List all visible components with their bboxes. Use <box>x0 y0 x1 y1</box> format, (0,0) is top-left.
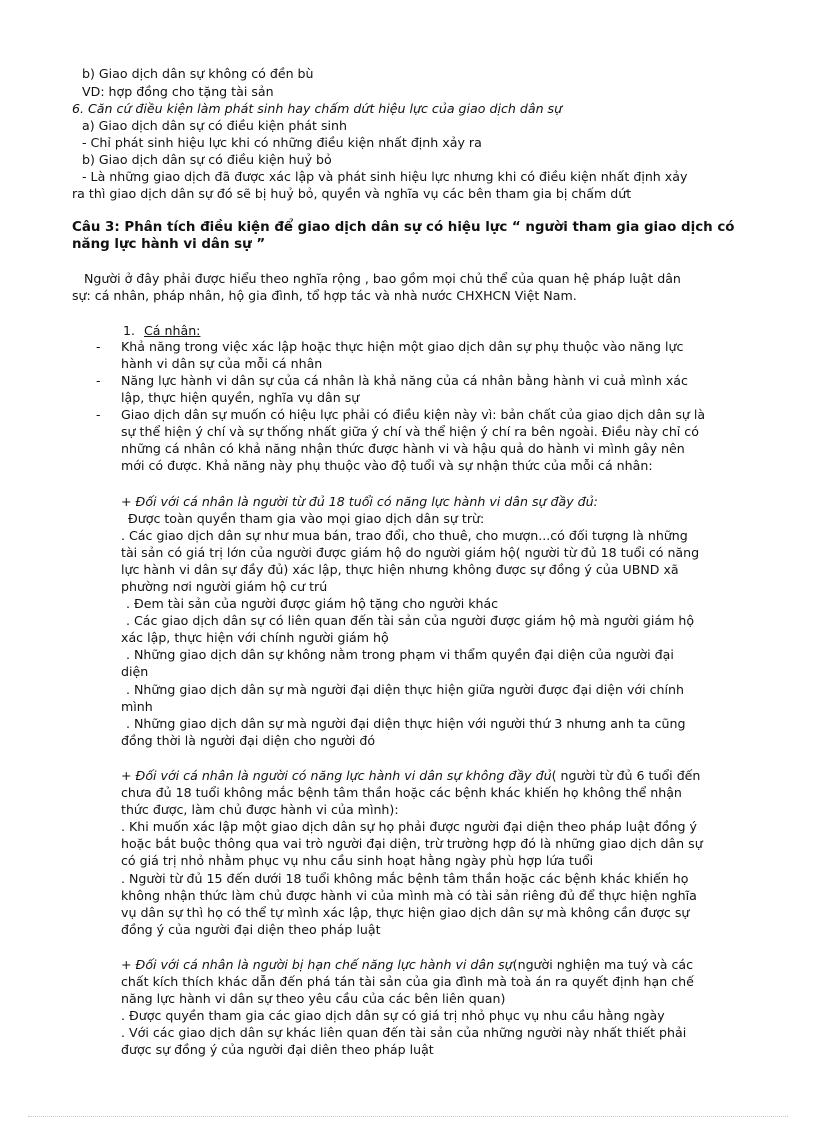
text-line: b) Giao dịch dân sự không có đền bù <box>82 66 314 81</box>
bullet-dash: - <box>96 407 101 422</box>
bullet-dash: - <box>96 339 101 354</box>
text-line: có giá trị nhỏ nhằm phục vụ nhu cầu sinh hoạt hằng ngày phù hợp lứa tuổi <box>121 853 594 868</box>
question-heading: năng lực hành vi dân sự ” <box>72 237 266 252</box>
text-line: . Khi muốn xác lập một giao dịch dân sự họ phải được người đại diện theo pháp luật đồng ý <box>121 819 697 834</box>
bullet-line: sự thể hiện ý chí và sự thống nhất giữa ý chí và thể hiện ý chí ra bên ngoài. Điều này chỉ có <box>121 424 699 439</box>
text-line: mình <box>121 699 153 714</box>
text-line: b) Giao dịch dân sự có điều kiện huỷ bỏ <box>82 152 332 167</box>
bullet-line: hành vi dân sự của mỗi cá nhân <box>121 356 323 371</box>
text-line: . Các giao dịch dân sự có liên quan đến tài sản của người được giám hộ mà người giám hộ <box>126 613 695 628</box>
bullet-line: những cá nhân có khả năng nhận thức được hành vi và hậu quả do hành vi mình gây nên <box>121 441 685 456</box>
text-line: - Là những giao dịch đã được xác lập và phát sinh hiệu lực nhưng khi có điều kiện nhất định xảy <box>82 169 688 184</box>
text-line: . Những giao dịch dân sự không nằm trong phạm vi thẩm quyền đại diện của người đại <box>126 647 674 662</box>
bullet-line: Giao dịch dân sự muốn có hiệu lực phải có điều kiện này vì: bản chất của giao dịch dân sự là <box>121 407 706 422</box>
text-line: a) Giao dịch dân sự có điều kiện phát sinh <box>82 118 348 133</box>
text-line: ra thì giao dịch dân sự đó sẽ bị huỷ bỏ, quyền và nghĩa vụ các bên tham gia bị chấm dứt <box>72 186 632 201</box>
bullet-line: Năng lực hành vi dân sự của cá nhân là khả năng của cá nhân bằng hành vi cuả mình xác <box>121 373 688 388</box>
question-heading: Câu 3: Phân tích điều kiện để giao dịch dân sự có hiệu lực “ người tham gia giao dịch có <box>72 220 735 235</box>
text-line: . Với các giao dịch dân sự khác liên quan đến tài sản của những người này nhất thiết phải <box>121 1025 687 1040</box>
text-line: không nhận thức làm chủ được hành vi của mình mà có tài sản riêng đủ để thực hiện nghĩa <box>121 888 697 903</box>
subsection-heading-rest: (người nghiện ma tuý và các <box>512 957 694 972</box>
text-line: Được toàn quyền tham gia vào mọi giao dịch dân sự trừ: <box>128 511 485 526</box>
text-line: thức được, làm chủ được hành vi của mình): <box>121 802 399 817</box>
subsection-heading: + Đối với cá nhân là người từ đủ 18 tuổi có năng lực hành vi dân sự đầy đủ: <box>121 494 598 509</box>
text-line: chưa đủ 18 tuổi không mắc bệnh tâm thần hoặc các bệnh khác khiến họ không thể nhận <box>121 785 682 800</box>
text-line: phường nơi người giám hộ cư trú <box>121 579 328 594</box>
text-line: - Chỉ phát sinh hiệu lực khi có những điều kiện nhất định xảy ra <box>82 135 482 150</box>
bullet-line: Khả năng trong việc xác lập hoặc thực hiện một giao dịch dân sự phụ thuộc vào năng lực <box>121 339 684 354</box>
subsection-heading-rest: ( người từ đủ 6 tuổi đến <box>551 768 701 783</box>
subsection-heading-italic: + Đối với cá nhân là người bị hạn chế năng lực hành vi dân sự <box>121 957 513 972</box>
subsection-heading <box>121 957 693 973</box>
bullet-line: mới có được. Khả năng này phụ thuộc vào độ tuổi và sự nhận thức của mỗi cá nhân: <box>121 458 653 473</box>
bullet-dash: - <box>96 373 101 388</box>
section-heading: 6. Căn cứ điều kiện làm phát sinh hay chấm dứt hiệu lực của giao dịch dân sự <box>72 101 563 116</box>
list-number: 1. <box>123 323 136 338</box>
text-line: . Những giao dịch dân sự mà người đại diện thực hiện với người thứ 3 nhưng anh ta cũng <box>126 716 686 731</box>
text-line: . Người từ đủ 15 đến dưới 18 tuổi không mắc bệnh tâm thần hoặc các bệnh khác khiến họ <box>121 871 689 886</box>
text-line: hoặc bắt buộc thông qua vai trò người đại diện, trừ trường hợp đó là những giao dịch dân sự <box>121 836 703 851</box>
text-line: đồng ý của người đại diện theo pháp luật <box>121 922 381 937</box>
text-line: năng lực hành vi dân sự theo yêu cầu của các bên liên quan) <box>121 991 506 1006</box>
paragraph-line: Người ở đây phải được hiểu theo nghĩa rộng , bao gồm mọi chủ thể của quan hệ pháp luật dân <box>84 271 681 286</box>
text-line: . Đem tài sản của người được giám hộ tặng cho người khác <box>126 596 499 611</box>
text-line: đồng thời là người đại diện cho người đó <box>121 733 376 748</box>
text-line: diện <box>121 664 149 679</box>
text-line: lực hành vi dân sự đầy đủ) xác lập, thực hiện nhưng không được sự đồng ý của UBND xã <box>121 562 679 577</box>
subsection-heading <box>121 768 700 784</box>
text-line: chất kích thích khác dẫn đến phá tán tài sản của gia đình mà toà án ra quyết định hạn chế <box>121 974 694 989</box>
text-line: . Những giao dịch dân sự mà người đại diện thực hiện giữa người được đại diện với chính <box>126 682 685 697</box>
text-line: tài sản có giá trị lớn của người được giám hộ do người giám hộ( người từ đủ 18 tuổi có năng <box>121 545 700 560</box>
page-bottom-rule <box>28 1116 788 1117</box>
text-line: . Được quyền tham gia các giao dịch dân sự có giá trị nhỏ phục vụ nhu cầu hằng ngày <box>121 1008 665 1023</box>
text-line: vụ dân sự thì họ có thể tự mình xác lập, thực hiện giao dịch dân sự mà không cần được sự <box>121 905 690 920</box>
text-line: VD: hợp đồng cho tặng tài sản <box>82 84 274 99</box>
text-line: xác lập, thực hiện với chính người giám hộ <box>121 630 389 645</box>
text-line: . Các giao dịch dân sự như mua bán, trao đổi, cho thuê, cho mượn...có đối tượng là những <box>121 528 688 543</box>
paragraph-line: sự: cá nhân, pháp nhân, hộ gia đình, tổ hợp tác và nhà nước CHXHCN Việt Nam. <box>72 288 577 303</box>
text-line: được sự đồng ý của người đại diên theo pháp luật <box>121 1042 434 1057</box>
bullet-line: lập, thực hiện quyền, nghĩa vụ dân sự <box>121 390 360 405</box>
subsection-heading-italic: + Đối với cá nhân là người có năng lực hành vi dân sự không đầy đủ <box>121 768 552 783</box>
list-heading: Cá nhân: <box>144 323 201 338</box>
